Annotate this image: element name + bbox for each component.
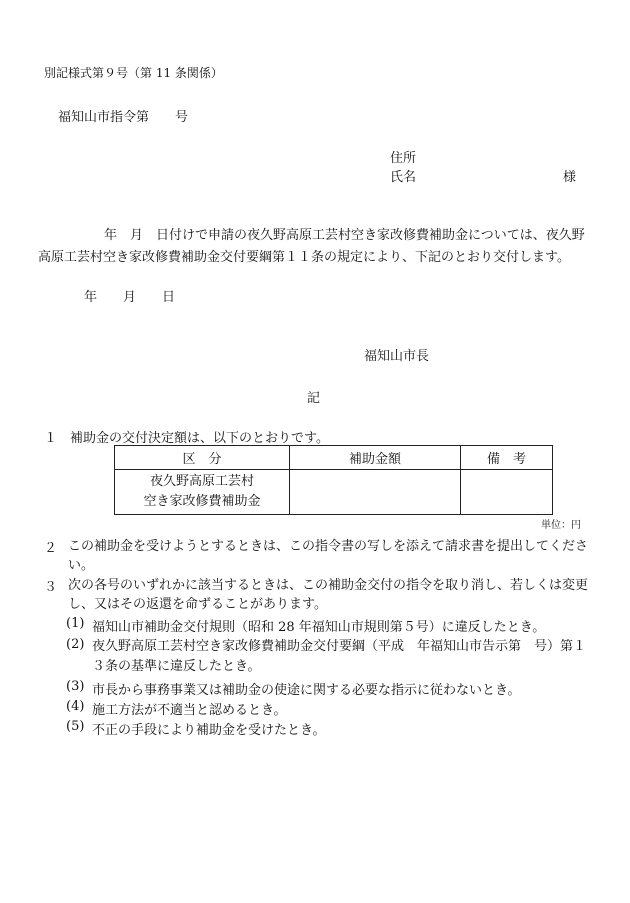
subitem-2-text: 夜久野高原工芸村空き家改修費補助金交付要綱（平成 年福知山市告示第 号）第１３条の基準に違反したとき。 xyxy=(92,639,587,674)
item-2 xyxy=(68,537,592,575)
category-line-2: 空き家改修費補助金 xyxy=(143,494,261,509)
table-header-row xyxy=(115,446,553,470)
item-3: 次の各号のいずれかに該当するときは、この補助金交付の指令を取り消し、若しくは変更し、又はその返還を命ずることがあります。 xyxy=(68,578,589,612)
name-label: 氏名 xyxy=(390,170,417,185)
subitem-3-number: (3) xyxy=(66,679,85,694)
subitem-5-number: (5) xyxy=(66,719,85,734)
item-2-text: この補助金を受けようとするときは、この指令書の写しを添えて請求書を提出してください。 xyxy=(68,539,589,573)
header-remarks: 備 考 xyxy=(461,446,553,470)
amount-cell xyxy=(290,470,461,515)
ki-heading: 記 xyxy=(307,391,321,406)
item-2-number: ２ xyxy=(44,541,58,556)
issuer: 福知山市長 xyxy=(364,349,430,364)
form-number: 別記様式第９号（第 11 条関係） xyxy=(44,66,223,80)
subitem-4-number: (4) xyxy=(66,699,85,714)
remarks-cell xyxy=(461,470,553,515)
table-row xyxy=(115,470,553,515)
category-cell xyxy=(115,470,290,515)
body-paragraph: 年 月 日付けで申請の夜久野高原工芸村空き家改修費補助金については、夜久野高原工芸村空き家改修費補助金交付要綱第１１条の規定により、下記のとおり交付します。 xyxy=(38,228,585,265)
unit-label: 単位：円 xyxy=(541,520,581,531)
header-category: 区 分 xyxy=(115,446,290,470)
subsidy-amount-table xyxy=(114,445,553,515)
address-label: 住所 xyxy=(390,151,417,166)
item-1: １ 補助金の交付決定額は、以下のとおりです。 xyxy=(44,431,329,446)
subitem-4-text: 施工方法が不適当と認めるとき。 xyxy=(92,703,287,718)
category-line-1: 夜久野高原工芸村 xyxy=(149,474,254,489)
subitem-1-text: 福知山市補助金交付規則（昭和 28 年福知山市規則第５号）に違反したとき。 xyxy=(92,620,546,635)
date-line: 年 月 日 xyxy=(84,290,176,305)
honorific: 様 xyxy=(563,170,577,185)
subitem-5-text: 不正の手段により補助金を受けたとき。 xyxy=(92,723,326,738)
subitem-1-number: (1) xyxy=(66,616,85,631)
designation-number: 福知山市指令第 号 xyxy=(58,110,189,125)
item-3-number: ３ xyxy=(44,580,58,595)
subitem-3-text: 市長から事務事業又は補助金の使途に関する必要な指示に従わないとき。 xyxy=(92,683,521,698)
header-amount: 補助金額 xyxy=(290,446,461,470)
subitem-2-number: (2) xyxy=(66,637,85,652)
